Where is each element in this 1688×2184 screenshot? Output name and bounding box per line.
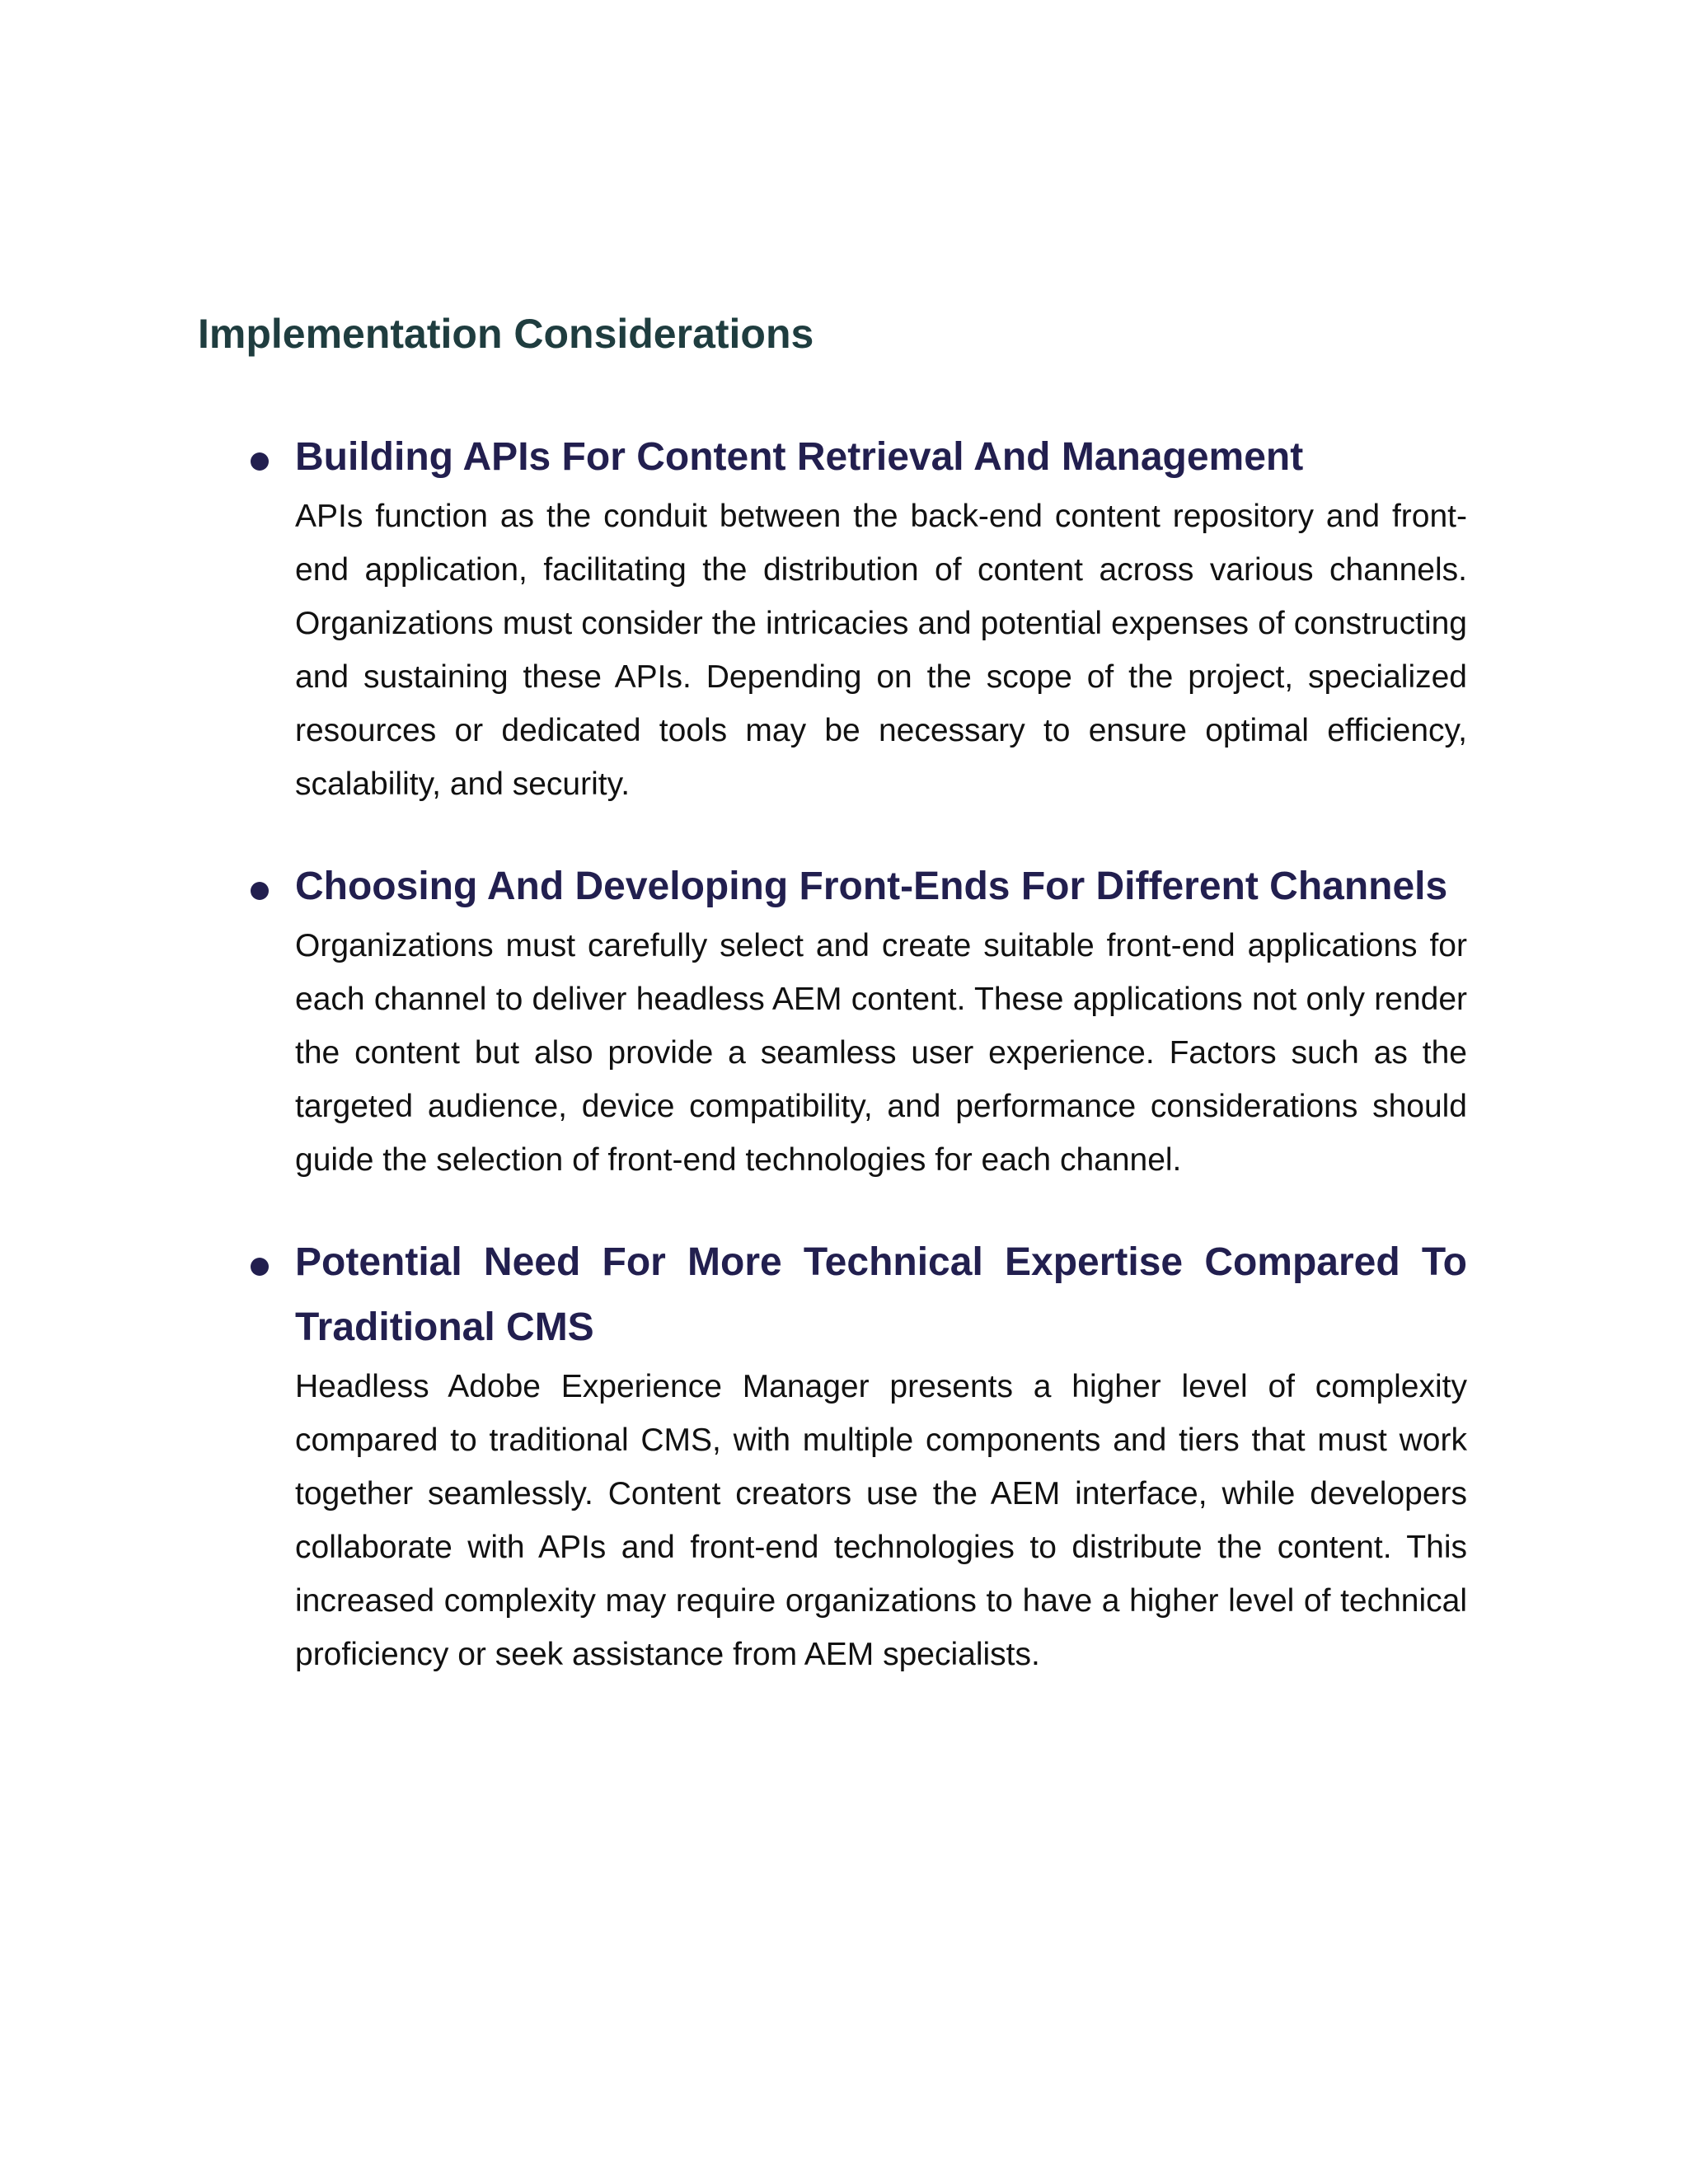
item-body: Organizations must carefully select and create suitable front-end applications for each channel to deliver headless AEM content. These applications not only render the content but also provide a seamless user experience. Factors such as the targeted audience, device compatibility, and performance considerations should guide the selection of front-end technologies for each channel. [295, 928, 1467, 1178]
considerations-list [247, 424, 1467, 1724]
bullet-icon [251, 1258, 269, 1276]
bullet-icon [251, 882, 269, 900]
section-title: Implementation Considerations [198, 311, 814, 357]
list-item [247, 424, 1467, 811]
item-heading: Potential Need For More Technical Expertise Compared To Traditional CMS [295, 1240, 1467, 1349]
bullet-icon [251, 452, 269, 471]
item-body: APIs function as the conduit between the back-end content repository and front-end application, facilitating the distribution of content across various channels. Organizations must consider the intricacies and potential expenses of constructing and sustaining these APIs. Depending on the scope of the project, specialized resources or dedicated tools may be necessary to ensure optimal efficiency, scalability, and security. [295, 499, 1467, 802]
item-heading: Building APIs For Content Retrieval And Management [295, 435, 1304, 479]
item-body: Headless Adobe Experience Manager presents a higher level of complexity compared to traditional CMS, with multiple components and tiers that must work together seamlessly. Content creators use the AEM interface, while developers collaborate with APIs and front-end technologies to distribute the content. This increased complexity may require organizations to have a higher level of technical proficiency or seek assistance from AEM specialists. [295, 1369, 1467, 1672]
list-item [247, 854, 1467, 1187]
list-item [247, 1230, 1467, 1681]
item-heading: Choosing And Developing Front-Ends For Different Channels [295, 865, 1448, 908]
